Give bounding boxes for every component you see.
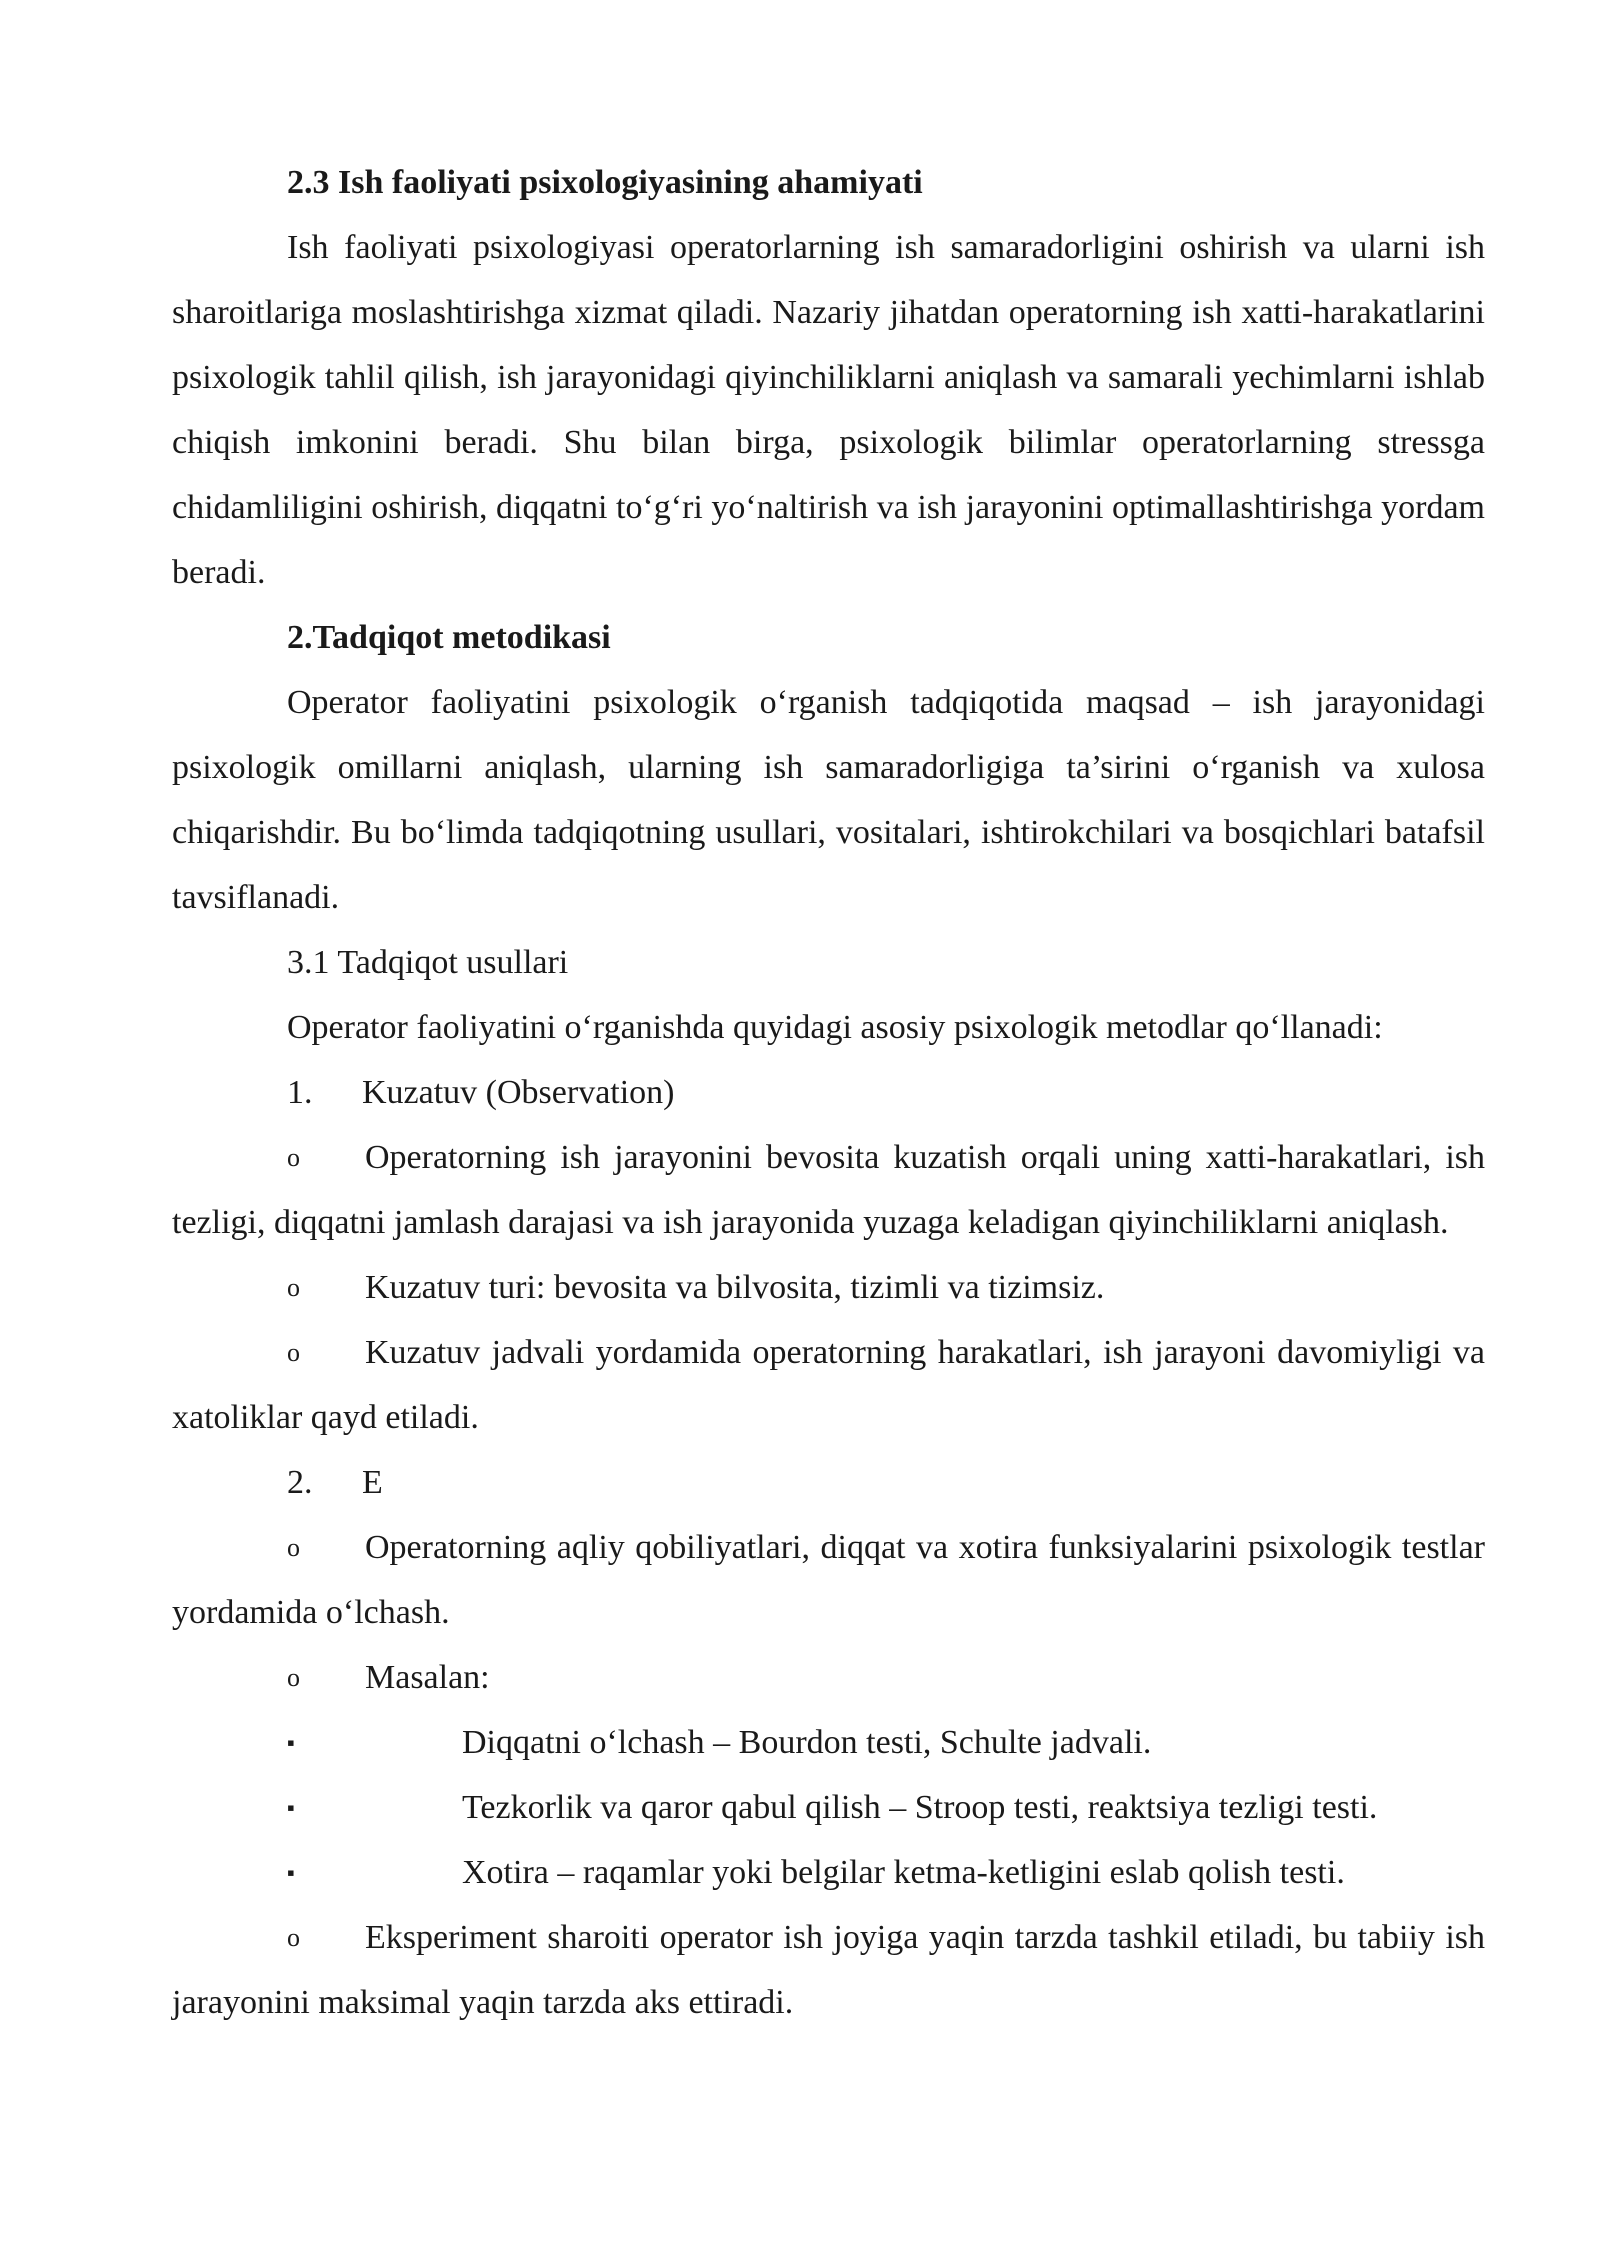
paragraph-importance: Ish faoliyati psixologiyasi operatorlarning ish samaradorligini oshirish va ularni ish sharoitlariga moslashtirishga xizmat qiladi. Nazariy jihatdan operatorning ish xatti-harakatlarini psixologik tahlil qilish, ish jarayonidagi qiyinchiliklarni aniqlash va samarali yechimlarni ishlab chiqish imkonini beradi. Shu bilan birga, psixologik bilimlar operatorlarning stressga chidamliligini oshirish, diqqatni to‘g‘ri yo‘naltirish va ish jarayonini optimallashtirishga yordam beradi.: [172, 229, 1485, 591]
bullet-item: [172, 1125, 1485, 1255]
bullet-text: Operatorning aqliy qobiliyatlari, diqqat va xotira funksiyalarini psixologik testlar yordamida o‘lchash.: [172, 1529, 1485, 1631]
paragraph-methods-intro: Operator faoliyatini o‘rganishda quyidagi asosiy psixologik metodlar qo‘llanadi:: [287, 1009, 1383, 1046]
sub-bullet-item: [172, 1775, 1485, 1840]
bullet-text: Masalan:: [365, 1659, 490, 1696]
document-body: [172, 150, 1485, 2035]
item-number: 2.: [287, 1464, 313, 1501]
paragraph-methodology: Operator faoliyatini psixologik o‘rganish tadqiqotida maqsad – ish jarayonidagi psixologik omillarni aniqlash, ularning ish samaradorligiga ta’sirini o‘rganish va xulosa chiqarishdir. Bu bo‘limda tadqiqotning usullari, vositalari, ishtirokchilari va bosqichlari batafsil tavsiflanadi.: [172, 684, 1485, 916]
square-bullet-icon: ▪: [287, 1860, 295, 1885]
bullet-item: [172, 1515, 1485, 1645]
section-heading-2-3: 2.3 Ish faoliyati psixologiyasining ahamiyati: [287, 164, 923, 201]
sub-bullet-item: [172, 1710, 1485, 1775]
bullet-item: [172, 1905, 1485, 2035]
circle-bullet-icon: o: [287, 1923, 300, 1952]
sub-bullet-text: Diqqatni o‘lchash – Bourdon testi, Schulte jadvali.: [462, 1724, 1152, 1761]
circle-bullet-icon: o: [287, 1143, 300, 1172]
numbered-item-2: [172, 1450, 1485, 1515]
square-bullet-icon: ▪: [287, 1730, 295, 1755]
sub-bullet-text: Tezkorlik va qaror qabul qilish – Stroop testi, reaktsiya tezligi testi.: [462, 1789, 1378, 1826]
circle-bullet-icon: o: [287, 1338, 300, 1367]
item-number: 1.: [287, 1074, 313, 1111]
item-title: Kuzatuv (Observation): [362, 1074, 675, 1111]
circle-bullet-icon: o: [287, 1663, 300, 1692]
bullet-text: Kuzatuv turi: bevosita va bilvosita, tizimli va tizimsiz.: [365, 1269, 1105, 1306]
sub-bullet-item: [172, 1840, 1485, 1905]
circle-bullet-icon: o: [287, 1533, 300, 1562]
subheading-3-1: 3.1 Tadqiqot usullari: [287, 944, 569, 981]
sub-bullet-text: Xotira – raqamlar yoki belgilar ketma-ketligini eslab qolish testi.: [462, 1854, 1345, 1891]
bullet-text: Kuzatuv jadvali yordamida operatorning harakatlari, ish jarayoni davomiyligi va xatoliklar qayd etiladi.: [172, 1334, 1485, 1436]
bullet-item: [172, 1320, 1485, 1450]
bullet-text: Eksperiment sharoiti operator ish joyiga yaqin tarzda tashkil etiladi, bu tabiiy ish jarayonini maksimal yaqin tarzda aks ettiradi.: [172, 1919, 1485, 2021]
square-bullet-icon: ▪: [287, 1795, 295, 1820]
item-title: E: [362, 1464, 383, 1501]
bullet-text: Operatorning ish jarayonini bevosita kuzatish orqali uning xatti-harakatlari, ish tezligi, diqqatni jamlash darajasi va ish jarayonida yuzaga keladigan qiyinchiliklarni aniqlash.: [172, 1139, 1485, 1241]
numbered-item-1: [172, 1060, 1485, 1125]
section-heading-methodology: 2.Tadqiqot metodikasi: [287, 619, 611, 656]
circle-bullet-icon: o: [287, 1273, 300, 1302]
bullet-item: [172, 1255, 1485, 1320]
bullet-item: [172, 1645, 1485, 1710]
